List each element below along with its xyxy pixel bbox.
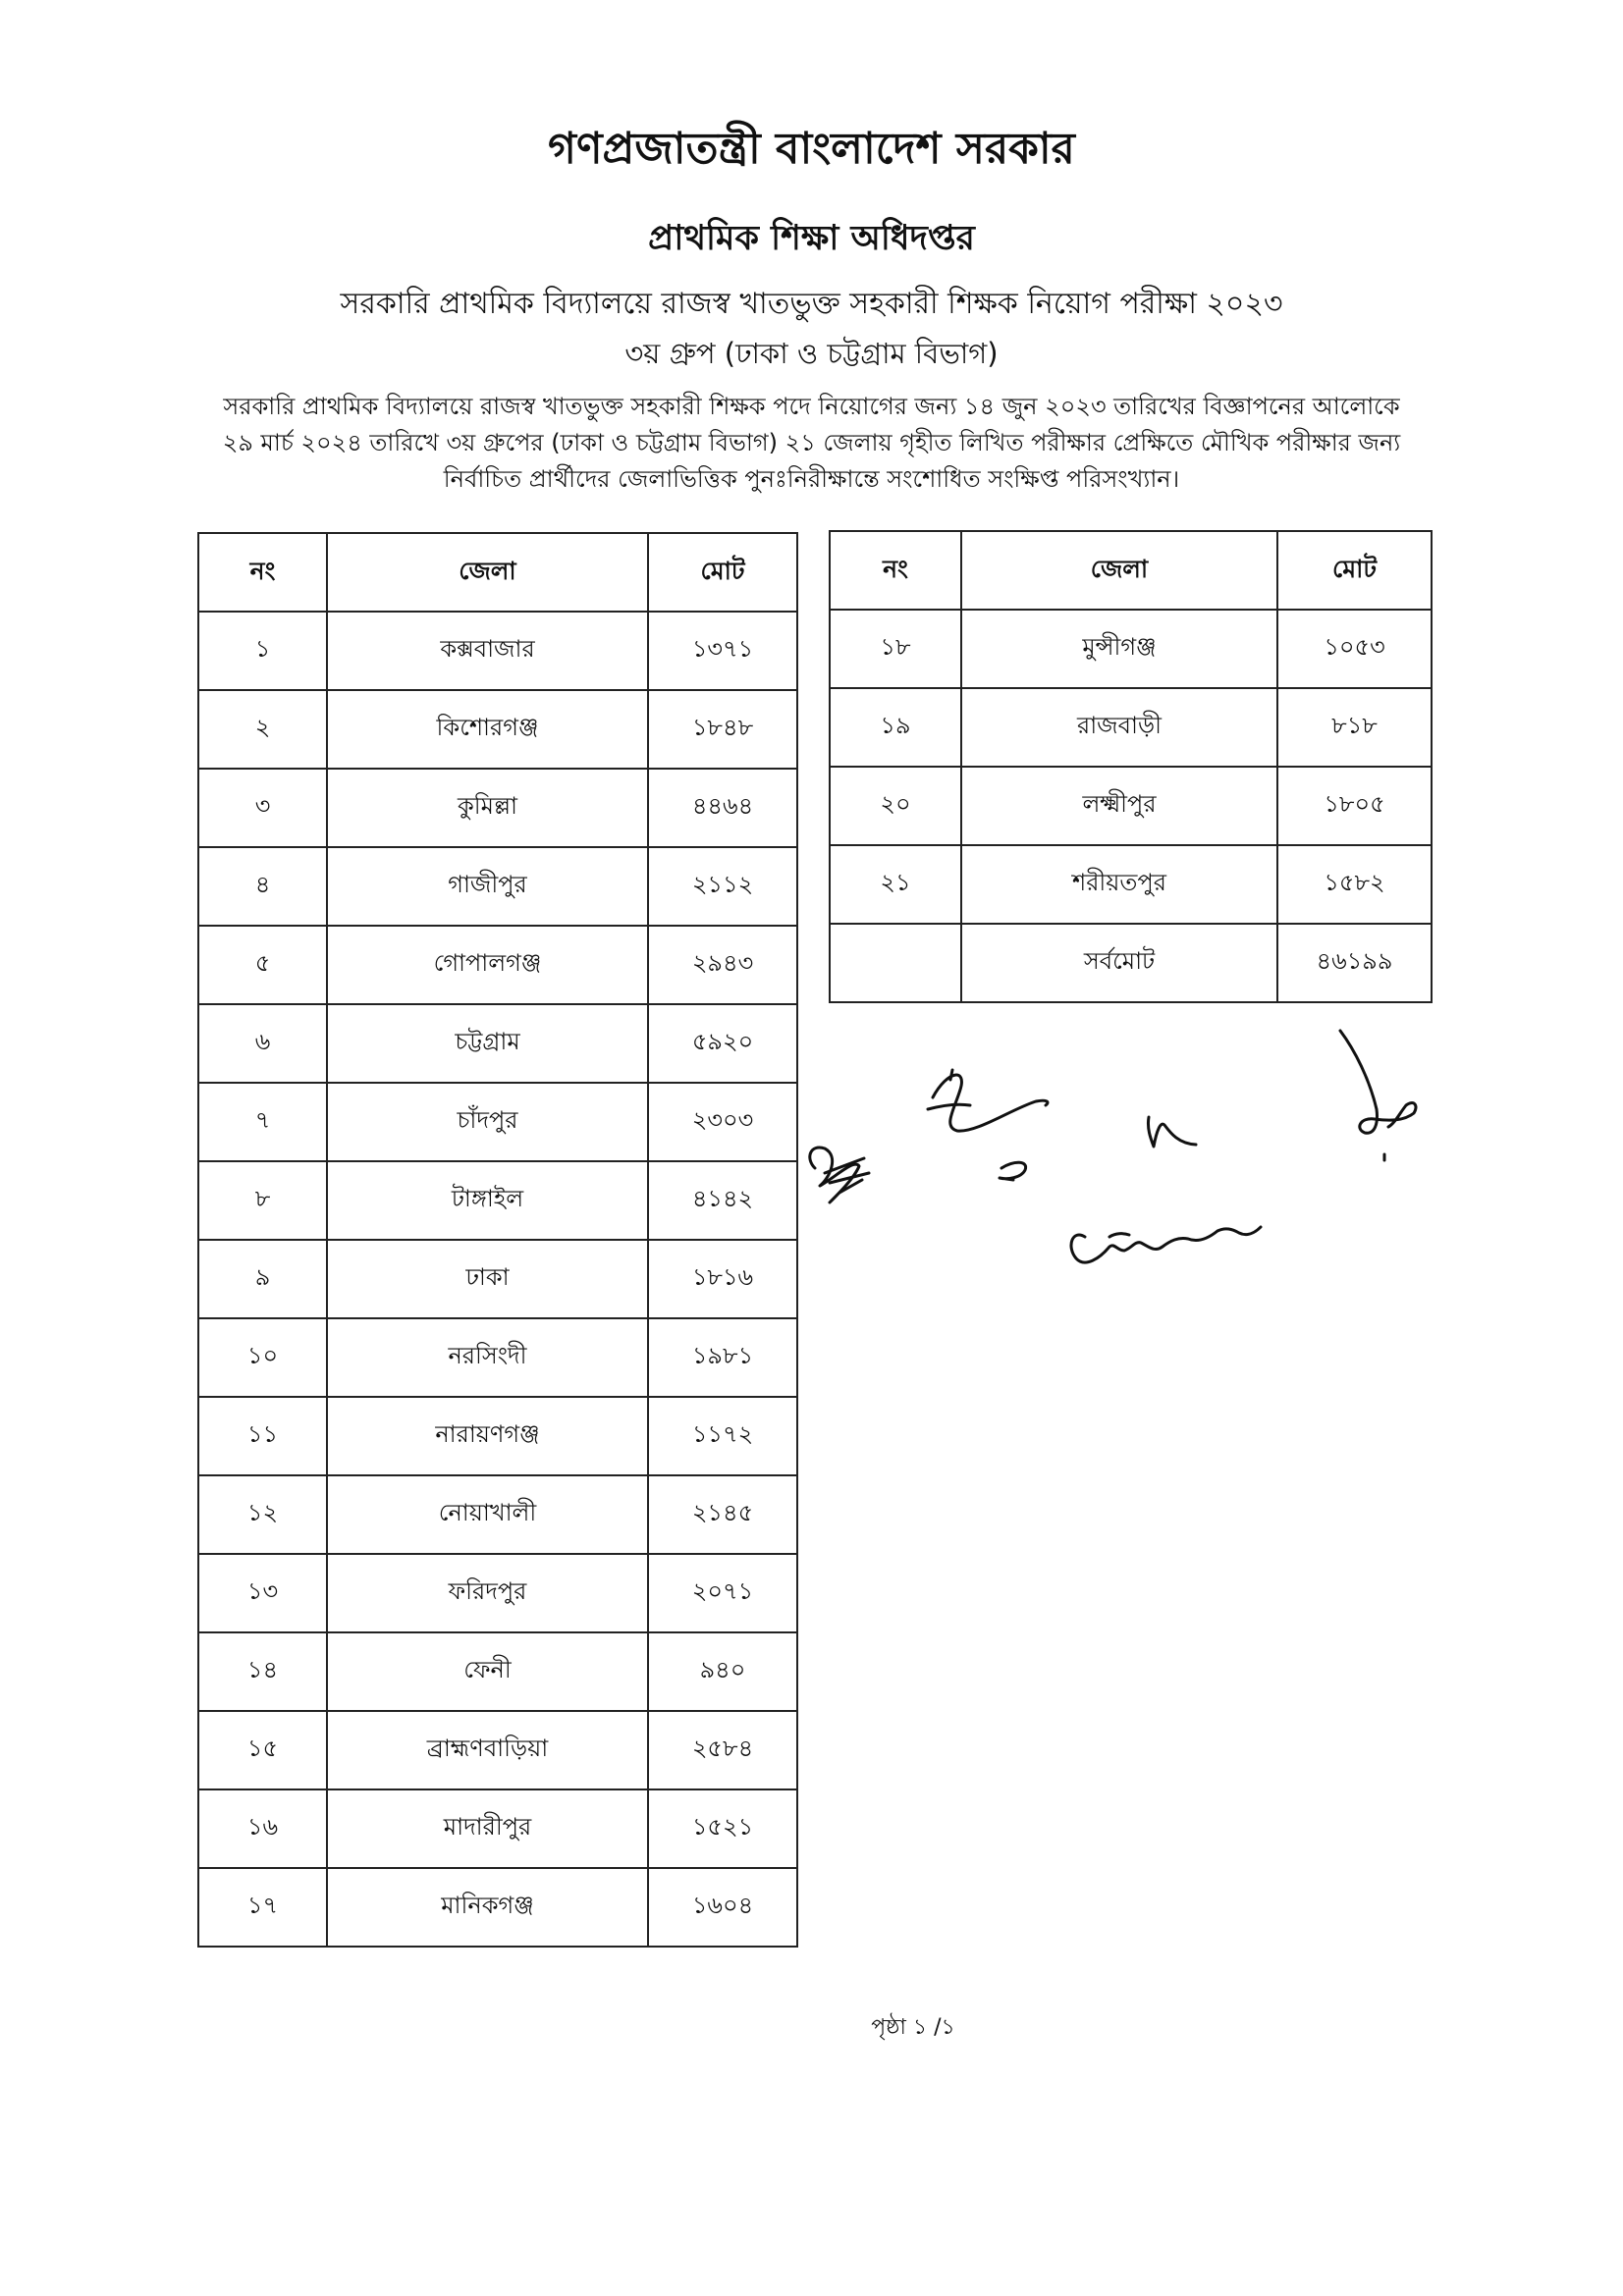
row-total: ৪৪৬৪ <box>648 769 797 847</box>
row-no: ১৮ <box>830 610 961 688</box>
row-total: ১০৫৩ <box>1277 610 1432 688</box>
row-no: ৯ <box>198 1240 327 1318</box>
row-district: ফরিদপুর <box>327 1554 648 1632</box>
row-total: ১৮৪৮ <box>648 690 797 769</box>
district-table-left <box>197 532 798 1948</box>
row-no: ৩ <box>198 769 327 847</box>
table-row <box>198 1475 797 1554</box>
table-row <box>830 845 1432 924</box>
signature <box>810 1148 869 1202</box>
department-title: প্রাথমিক শিক্ষা অধিদপ্তর <box>648 219 975 258</box>
row-district: ব্রাহ্মণবাড়িয়া <box>327 1711 648 1789</box>
row-district: মুন্সীগঞ্জ <box>961 610 1277 688</box>
table-row <box>198 1711 797 1789</box>
table-row <box>198 690 797 769</box>
row-district: চট্টগ্রাম <box>327 1004 648 1083</box>
row-no: ৪ <box>198 847 327 926</box>
row-total: ১৫৮২ <box>1277 845 1432 924</box>
column-header-no: নং <box>830 531 961 610</box>
row-district: গাজীপুর <box>327 847 648 926</box>
table-row <box>198 926 797 1004</box>
row-no: ১ <box>198 612 327 690</box>
row-total: ২৫৮৪ <box>648 1711 797 1789</box>
row-district: কুমিল্লা <box>327 769 648 847</box>
row-no: ১৫ <box>198 1711 327 1789</box>
row-district: টাঙ্গাইল <box>327 1161 648 1240</box>
signatures <box>785 1011 1473 1335</box>
row-total: ২৯৪৩ <box>648 926 797 1004</box>
row-total: ১১৭২ <box>648 1397 797 1475</box>
table-row <box>198 612 797 690</box>
row-no: ১১ <box>198 1397 327 1475</box>
row-total: ৫৯২০ <box>648 1004 797 1083</box>
government-title: গণপ্রজাতন্ত্রী বাংলাদেশ সরকার <box>548 124 1075 174</box>
notice-line: সরকারি প্রাথমিক বিদ্যালয়ে রাজস্ব খাতভুক্ত সহকারী শিক্ষক পদে নিয়োগের জন্য ১৪ জুন ২০২৩ তারিখের বিজ্ঞাপনের আলোকে <box>223 393 1400 420</box>
table-row <box>198 1318 797 1397</box>
row-total: ১৬০৪ <box>648 1868 797 1947</box>
row-district: মানিকগঞ্জ <box>327 1868 648 1947</box>
table-row <box>198 1004 797 1083</box>
row-district: গোপালগঞ্জ <box>327 926 648 1004</box>
row-no: ১৪ <box>198 1632 327 1711</box>
row-total: ১৮০৫ <box>1277 767 1432 845</box>
district-table-right <box>829 530 1433 1003</box>
row-district: শরীয়তপুর <box>961 845 1277 924</box>
table-row <box>830 610 1432 688</box>
table-row <box>198 847 797 926</box>
column-header-no: নং <box>198 533 327 612</box>
table-row <box>830 688 1432 767</box>
signature <box>1340 1031 1416 1160</box>
row-total: ১৫২১ <box>648 1789 797 1868</box>
row-district: ঢাকা <box>327 1240 648 1318</box>
row-no: ১৯ <box>830 688 961 767</box>
grand-total-row <box>830 924 1432 1002</box>
table-header-row <box>830 531 1432 610</box>
row-total: ৪১৪২ <box>648 1161 797 1240</box>
row-total: ২০৭১ <box>648 1554 797 1632</box>
column-header-total: মোট <box>648 533 797 612</box>
row-no: ২ <box>198 690 327 769</box>
notice-line: ২৯ মার্চ ২০২৪ তারিখে ৩য় গ্রুপের (ঢাকা ও চট্টগ্রাম বিভাগ) ২১ জেলায় গৃহীত লিখিত পরীক্ষার প্রেক্ষিতে মৌখিক পরীক্ষার জন্য <box>222 429 1401 456</box>
row-district: নোয়াখালী <box>327 1475 648 1554</box>
row-total: ১৯৮১ <box>648 1318 797 1397</box>
row-no: ১২ <box>198 1475 327 1554</box>
row-no: ২০ <box>830 767 961 845</box>
table-row <box>198 1161 797 1240</box>
signature <box>1000 1162 1026 1180</box>
table-row <box>198 1789 797 1868</box>
exam-title: সরকারি প্রাথমিক বিদ্যালয়ে রাজস্ব খাতভুক্ত সহকারী শিক্ষক নিয়োগ পরীক্ষা ২০২৩ <box>340 287 1283 321</box>
table-row <box>198 1868 797 1947</box>
column-header-total: মোট <box>1277 531 1432 610</box>
row-no: ৮ <box>198 1161 327 1240</box>
row-no: ১০ <box>198 1318 327 1397</box>
table-row <box>198 1632 797 1711</box>
table-row <box>198 769 797 847</box>
column-header-district: জেলা <box>327 533 648 612</box>
row-total: ১৮১৬ <box>648 1240 797 1318</box>
row-total: ৯৪০ <box>648 1632 797 1711</box>
signature <box>1148 1117 1196 1147</box>
row-no <box>830 924 961 1002</box>
table-header-row <box>198 533 797 612</box>
row-district: লক্ষ্মীপুর <box>961 767 1277 845</box>
row-total: ৮১৮ <box>1277 688 1432 767</box>
notice-line: নির্বাচিত প্রার্থীদের জেলাভিত্তিক পুনঃনিরীক্ষান্তে সংশোধিত সংক্ষিপ্ত পরিসংখ্যান। <box>443 465 1180 493</box>
row-no: ৬ <box>198 1004 327 1083</box>
row-district: নারায়ণগঞ্জ <box>327 1397 648 1475</box>
row-no: ১৭ <box>198 1868 327 1947</box>
row-total: ২৩০৩ <box>648 1083 797 1161</box>
table-row <box>198 1240 797 1318</box>
row-no: ২১ <box>830 845 961 924</box>
table-row <box>198 1397 797 1475</box>
row-no: ১৩ <box>198 1554 327 1632</box>
row-district: সর্বমোট <box>961 924 1277 1002</box>
table-row <box>198 1554 797 1632</box>
row-no: ৫ <box>198 926 327 1004</box>
row-total: ২১১২ <box>648 847 797 926</box>
column-header-district: জেলা <box>961 531 1277 610</box>
notice-paragraph <box>187 389 1436 498</box>
row-total: ৪৬১৯৯ <box>1277 924 1432 1002</box>
page-number: পৃষ্ঠা ১ /১ <box>871 2015 955 2040</box>
group-title: ৩য় গ্রুপ (ঢাকা ও চট্টগ্রাম বিভাগ) <box>624 337 999 370</box>
signature <box>1071 1227 1261 1262</box>
row-total: ১৩৭১ <box>648 612 797 690</box>
table-row <box>830 767 1432 845</box>
row-district: নরসিংদী <box>327 1318 648 1397</box>
row-district: কিশোরগঞ্জ <box>327 690 648 769</box>
row-no: ৭ <box>198 1083 327 1161</box>
row-total: ২১৪৫ <box>648 1475 797 1554</box>
signature <box>928 1070 1048 1131</box>
row-district: রাজবাড়ী <box>961 688 1277 767</box>
table-row <box>198 1083 797 1161</box>
row-no: ১৬ <box>198 1789 327 1868</box>
row-district: কক্সবাজার <box>327 612 648 690</box>
row-district: ফেনী <box>327 1632 648 1711</box>
row-district: চাঁদপুর <box>327 1083 648 1161</box>
row-district: মাদারীপুর <box>327 1789 648 1868</box>
